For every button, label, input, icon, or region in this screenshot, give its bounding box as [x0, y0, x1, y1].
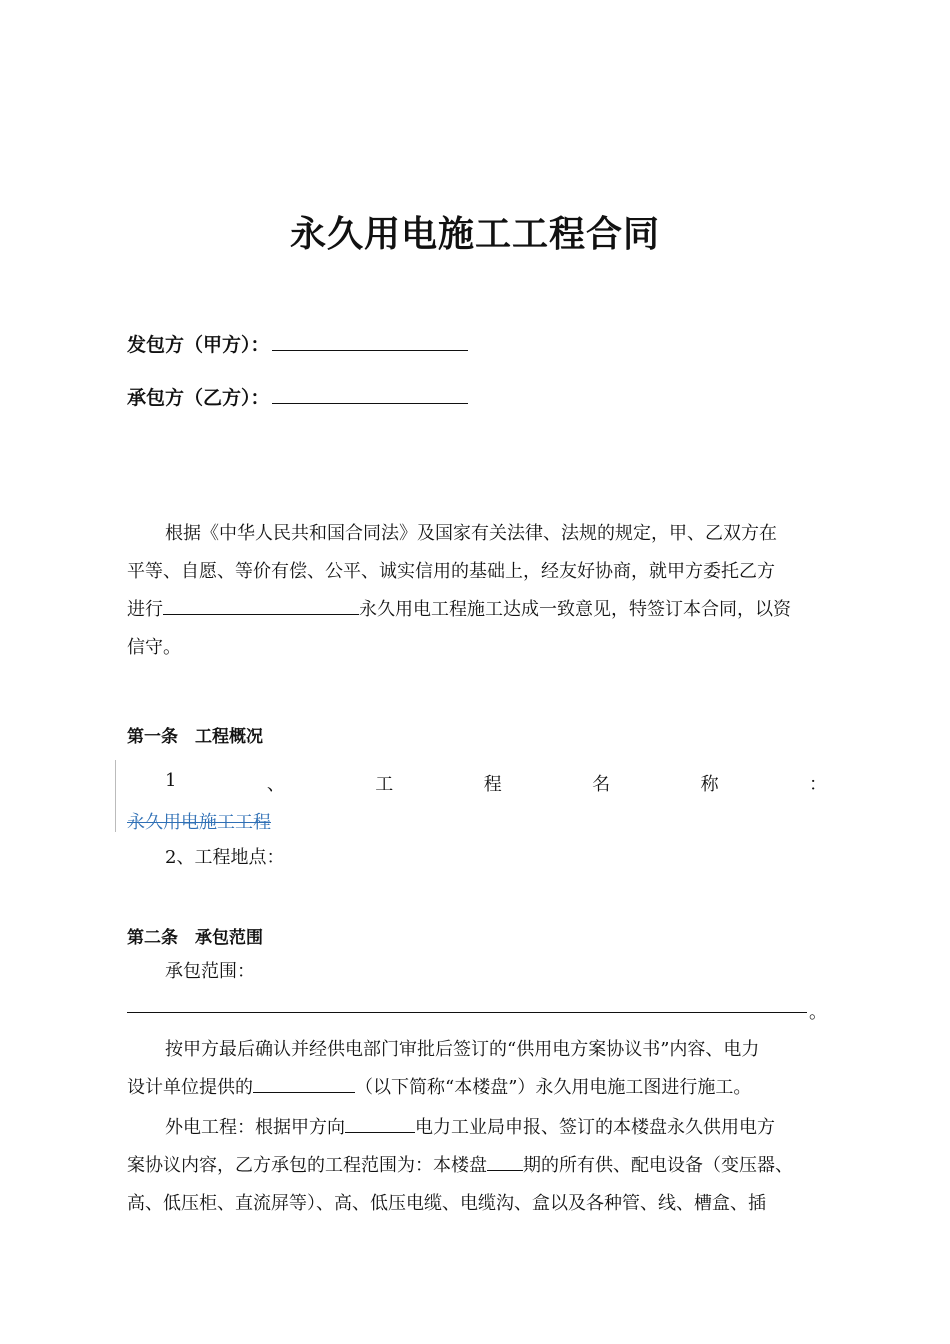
p2-line-3: 高、低压柜、直流屏等）、高、低压电缆、电缆沟、盒以及各种管、线、槽盒、插	[127, 1193, 766, 1214]
project-name-blank[interactable]	[163, 596, 359, 615]
scope-label: 承包范围：	[165, 961, 255, 982]
item1-part: 工	[375, 774, 394, 795]
article-1-heading: 第一条 工程概况	[127, 727, 263, 747]
document-title: 永久用电施工工程合同	[289, 214, 660, 255]
article-1-item-2: 2、工程地点：	[165, 847, 285, 868]
scope-blank[interactable]	[127, 1012, 807, 1013]
p1-line-2	[127, 1069, 751, 1107]
p2-line-1-pre: 外电工程：根据甲方向	[165, 1117, 345, 1138]
party-a-line	[127, 330, 468, 357]
party-b-blank[interactable]	[272, 385, 468, 404]
item1-part: 名	[592, 774, 611, 795]
intro-line-3	[127, 591, 791, 629]
p2-line-2-pre: 案协议内容，乙方承包的工程范围为：本楼盘	[127, 1155, 487, 1176]
party-b-label: 承包方（乙方）：	[127, 387, 270, 409]
phase-blank[interactable]	[487, 1152, 523, 1171]
party-b-line	[127, 383, 468, 410]
intro-line-2: 平等、自愿、等价有偿、公平、诚实信用的基础上，经友好协商，就甲方委托乙方	[127, 561, 775, 582]
p1-line-2-post: （以下简称“本楼盘”）永久用电施工图进行施工。	[355, 1077, 752, 1098]
p1-line-2-pre: 设计单位提供的	[127, 1077, 253, 1098]
p2-line-2-post: 期的所有供、配电设备（变压器、	[523, 1155, 793, 1176]
party-a-label: 发包方（甲方）：	[127, 334, 270, 356]
p1-line-1: 按甲方最后确认并经供电部门审批后签订的“供用电方案协议书”内容、电力	[165, 1039, 760, 1060]
party-a-blank[interactable]	[272, 332, 468, 351]
intro-line-3-pre: 进行	[127, 599, 163, 620]
item1-part: 1	[165, 770, 177, 791]
article-1-item-1	[127, 770, 827, 796]
design-unit-blank[interactable]	[253, 1074, 355, 1093]
item1-part: 、	[266, 774, 285, 795]
p2-line-1-post: 电力工业局申报、签订的本楼盘永久供用电方	[415, 1117, 775, 1138]
p2-line-2	[127, 1147, 793, 1185]
scope-end-mark: 。	[809, 1002, 827, 1023]
p2-line-1	[165, 1109, 775, 1147]
revision-bar	[115, 760, 116, 832]
intro-line-3-post: 永久用电工程施工达成一致意见，特签订本合同，以资	[359, 599, 791, 620]
item1-part: 称	[700, 774, 719, 795]
deleted-project-name: 永久用电施工工程	[127, 812, 271, 833]
article-2-heading: 第二条 承包范围	[127, 928, 263, 948]
item1-part: ：	[808, 774, 827, 795]
intro-line-4: 信守。	[127, 637, 181, 658]
power-bureau-blank[interactable]	[345, 1114, 415, 1133]
item1-part: 程	[483, 774, 502, 795]
intro-line-1: 根据《中华人民共和国合同法》及国家有关法律、法规的规定，甲、乙双方在	[165, 523, 777, 544]
